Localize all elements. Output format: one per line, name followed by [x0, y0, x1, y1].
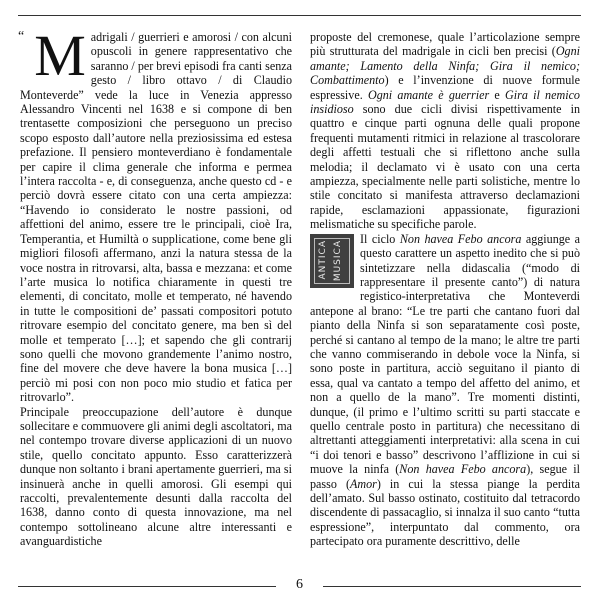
right-p2-italic-non-havea-2: Non havea Febo ancora	[399, 462, 527, 477]
right-column	[310, 30, 580, 549]
right-paragraph-1	[310, 30, 580, 232]
right-p1-italic-ogni-amante: Ogni amante è guerrier	[367, 87, 490, 102]
right-p1-text-c: e	[489, 87, 506, 102]
right-p1-text-d: sono due cicli divisi rispettivamente in quattro e cinque parti ognuna delle quali propone frequenti mutamenti ritmici in relazione al trascolorare degli affetti testuali che si riflettono anche sulla melodia; il declamato vi è usato con una certa ampiezza, specialmente nelle parti solistiche, mentre lo stile concitato si manifesta attraverso declamazioni rapide, esclamazioni appassionate, figurazioni melismatiche su specifiche parole.	[310, 102, 580, 232]
dropcap-letter: M	[34, 23, 86, 88]
right-p1-italic-cycles: Ogni amante; Lamento della Ninfa; Gira il nemico; Combattimento	[310, 44, 580, 88]
page-number: 6	[296, 577, 303, 592]
right-paragraph-2	[310, 232, 580, 549]
right-p2-italic-non-havea: Non havea Febo ancora	[399, 231, 522, 246]
right-p2-text-b: aggiunge a questo carattere un aspetto inedito che si può sintetizzare nella didascalia (“modo di rappresentare il presente canto”) di natura registico-interpretativa che Monteverdi antepone al brano: “Le tre parti che cantano fuori dal pianto della Ninfa si son separatamente così poste, perché si cantano al tempo de la mano; le altre tre parti che vanno commiserando in debole voce la Ninfa, si sono poste in partitura, acciò seguitano il pianto di essa, qual va cantato a tempo del affetto del animo, et non a quello de la mano”. Tre momenti distinti, dunque, (il primo e l’ultimo scritti su parti staccate e quello centrale posto in partitura) che necessitano di altrettanti atteggiamenti interpretativi: alla scena in cui “i doi tenori e basso” descrivono l’afflizione in cui si muove la ninfa (	[310, 231, 581, 477]
footer-rule-right	[323, 586, 581, 587]
right-p2-text-c: ), segue il passo (	[310, 462, 580, 491]
top-rule	[18, 15, 581, 16]
right-p1-text-b: ) e l’invenzione di nuove formule espressive.	[310, 73, 580, 102]
logo-text-antica: ANTICA	[318, 239, 328, 280]
left-column	[18, 23, 293, 549]
logo-text-musica: MUSICA	[333, 239, 343, 281]
right-p1-text-a: proposte del cremonese, quale l’articolazione sempre più strutturata del madrigale in cicli ben precisi (	[310, 30, 580, 59]
right-p2-text-a: Il ciclo	[360, 231, 400, 246]
left-paragraph-1: adrigali / guerrieri e amorosi / con alcuni opuscoli in genere rappresentativo che saranno / per brevi episodi fra canti senza gesto / libro ottavo / di Claudio Monteverde” vede la luce in Venezia appresso Alessandro Vincenti nel 1638 e si compone di ben trentasette composizioni che perseguono un preciso scopo esposto dall’autore nella preziosissima ed estesa prefazione. Il pensiero monteverdiano è fondamentale per capire il clima generale che informa e permea l’intera raccolta - e, di conseguenza, anche questo cd - e perciò dovrà essere citato con una certa ampiezza: “Havendo io considerato le nostre passioni, od affettioni del animo, essere tre le principali, cioè Ira, Temperantia, et Humiltà o supplicatione, come bene gli migliori filosofi affermano, anzi la natura stessa de la voce nostra in ritrovarsi, alta, bassa e mezzana: et come l’arte musica lo notifica chiaramente in questi tre elementi, di concitato, molle et temperato, né havendo in tutte le compositioni de’ passati compositori potuto ritrovare esempio del concitato genere, ma ben sì del molle et temperato […]; et sapendo che gli contrarij sono quelli che movono grandemente l’animo nostro, fine del movere che deve havere la bona musica […] perciò mi posi con non poco mio studio et fatica per ritrovarlo”.	[20, 30, 292, 405]
antica-musica-logo-icon	[310, 234, 354, 288]
right-p1-italic-gira: Gira il nemico insidioso	[310, 87, 580, 117]
left-paragraph-2: Principale preoccupazione dell’autore è dunque sollecitare e commuovere gli animi degli ascoltatori, ma nel contempo trovare diverse applicazioni di un nuovo stile, quello concitato appunto. Esso caratterizzerà dunque non soltanto i brani apertamente guerrieri, ma si insinuerà anche in quelli amorosi. Gli esempi qui raccolti, prevalentemente desunti dalla raccolta del 1638, danno conto di questa innovazione, ma nel contempo sottolineano alcune altre interessanti e avanguardistiche	[20, 404, 293, 549]
right-p2-text-d: ) in cui la stessa piange la perdita dell’amato. Sul basso ostinato, costituito dal tetracordo discendente di passacaglio, si innalza il suo canto “tutta espressione”, interpuntato dal commento, ora partecipato ora puramente descrittivo, delle	[310, 476, 580, 549]
right-p2-italic-amor: Amor	[349, 476, 377, 491]
page-footer	[18, 578, 581, 594]
open-quote: “	[18, 29, 25, 44]
